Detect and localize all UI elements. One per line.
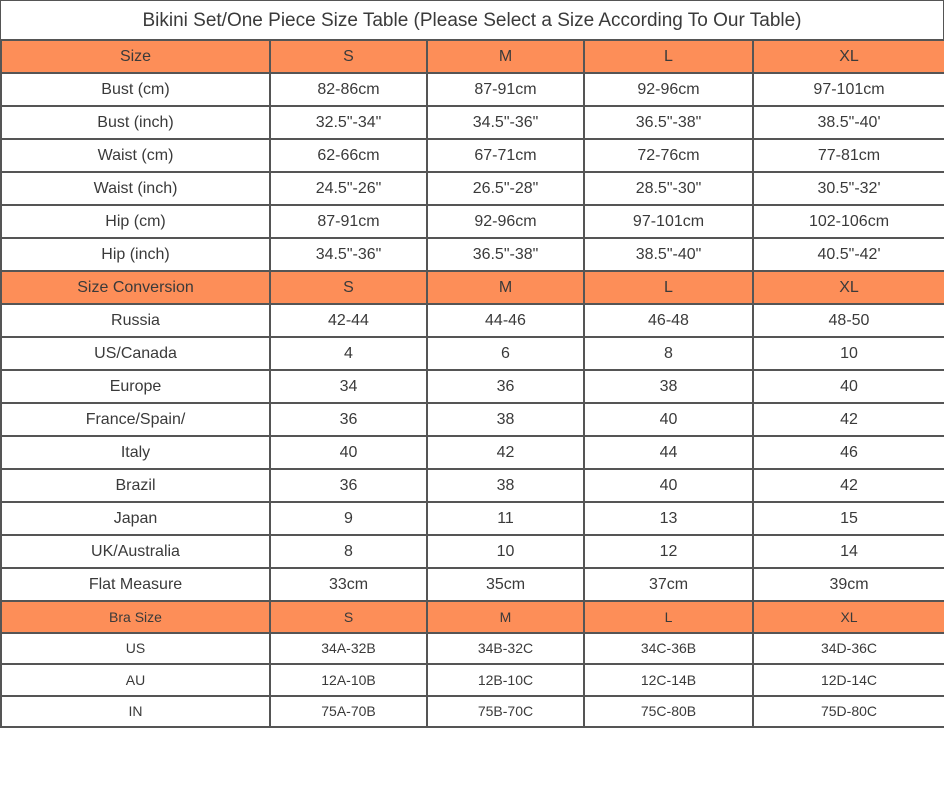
table-cell: 12A-10B: [270, 664, 427, 696]
table-row: [1, 502, 944, 535]
table-cell: 6: [427, 337, 584, 370]
table-cell: 10: [427, 535, 584, 568]
size-header-cell: L: [584, 271, 753, 304]
table-cell: 97-101cm: [753, 73, 944, 106]
table-cell: 42: [753, 469, 944, 502]
row-label: Japan: [1, 502, 270, 535]
table-cell: 38: [427, 469, 584, 502]
row-label: US: [1, 633, 270, 665]
table-row: [1, 370, 944, 403]
table-cell: 15: [753, 502, 944, 535]
table-row: [1, 403, 944, 436]
row-label: Brazil: [1, 469, 270, 502]
table-row: [1, 664, 944, 696]
table-cell: 36: [270, 469, 427, 502]
row-label: US/Canada: [1, 337, 270, 370]
table-cell: 38.5"-40': [753, 106, 944, 139]
row-label: Hip (inch): [1, 238, 270, 271]
table-cell: 8: [584, 337, 753, 370]
section-header-label: Bra Size: [1, 601, 270, 633]
table-row: [1, 106, 944, 139]
table-row: [1, 633, 944, 665]
section-header-row: [1, 601, 944, 633]
table-cell: 38.5"-40": [584, 238, 753, 271]
table-cell: 14: [753, 535, 944, 568]
section-header-label: Size: [1, 40, 270, 73]
size-header-cell: S: [270, 271, 427, 304]
table-cell: 34C-36B: [584, 633, 753, 665]
row-label: Waist (cm): [1, 139, 270, 172]
table-cell: 34B-32C: [427, 633, 584, 665]
table-cell: 67-71cm: [427, 139, 584, 172]
table-cell: 38: [427, 403, 584, 436]
row-label: AU: [1, 664, 270, 696]
table-cell: 42: [753, 403, 944, 436]
table-cell: 92-96cm: [584, 73, 753, 106]
size-header-cell: S: [270, 40, 427, 73]
table-cell: 77-81cm: [753, 139, 944, 172]
table-row: [1, 535, 944, 568]
table-row: [1, 568, 944, 601]
table-cell: 92-96cm: [427, 205, 584, 238]
section-header-row: [1, 40, 944, 73]
table-cell: 32.5"-34": [270, 106, 427, 139]
table-cell: 62-66cm: [270, 139, 427, 172]
table-cell: 44-46: [427, 304, 584, 337]
row-label: Europe: [1, 370, 270, 403]
table-cell: 12: [584, 535, 753, 568]
table-cell: 12D-14C: [753, 664, 944, 696]
table-cell: 75B-70C: [427, 696, 584, 728]
row-label: France/Spain/: [1, 403, 270, 436]
table-cell: 40: [270, 436, 427, 469]
table-cell: 13: [584, 502, 753, 535]
table-cell: 40: [584, 403, 753, 436]
table-cell: 34A-32B: [270, 633, 427, 665]
table-row: [1, 469, 944, 502]
table-row: [1, 139, 944, 172]
table-cell: 4: [270, 337, 427, 370]
size-header-cell: XL: [753, 40, 944, 73]
table-cell: 38: [584, 370, 753, 403]
section-header-label: Size Conversion: [1, 271, 270, 304]
table-cell: 11: [427, 502, 584, 535]
table-cell: 75C-80B: [584, 696, 753, 728]
table-cell: 10: [753, 337, 944, 370]
table-cell: 28.5"-30": [584, 172, 753, 205]
size-header-cell: L: [584, 40, 753, 73]
size-header-cell: L: [584, 601, 753, 633]
size-header-cell: M: [427, 601, 584, 633]
table-cell: 37cm: [584, 568, 753, 601]
row-label: Bust (cm): [1, 73, 270, 106]
size-header-cell: M: [427, 271, 584, 304]
table-cell: 9: [270, 502, 427, 535]
table-cell: 34D-36C: [753, 633, 944, 665]
table-cell: 36: [427, 370, 584, 403]
table-row: [1, 337, 944, 370]
table-cell: 40: [753, 370, 944, 403]
table-cell: 34: [270, 370, 427, 403]
row-label: Bust (inch): [1, 106, 270, 139]
table-cell: 75A-70B: [270, 696, 427, 728]
row-label: Italy: [1, 436, 270, 469]
chart-title: Bikini Set/One Piece Size Table (Please Select a Size According To Our Table): [0, 0, 944, 40]
table-cell: 36: [270, 403, 427, 436]
table-cell: 36.5"-38": [584, 106, 753, 139]
size-header-cell: XL: [753, 601, 944, 633]
size-table: [0, 39, 944, 728]
table-cell: 42: [427, 436, 584, 469]
size-header-cell: M: [427, 40, 584, 73]
table-cell: 39cm: [753, 568, 944, 601]
table-cell: 34.5"-36": [270, 238, 427, 271]
table-cell: 40.5"-42': [753, 238, 944, 271]
table-cell: 82-86cm: [270, 73, 427, 106]
row-label: Hip (cm): [1, 205, 270, 238]
table-cell: 44: [584, 436, 753, 469]
table-cell: 48-50: [753, 304, 944, 337]
size-header-cell: XL: [753, 271, 944, 304]
table-row: [1, 304, 944, 337]
size-header-cell: S: [270, 601, 427, 633]
table-cell: 34.5"-36": [427, 106, 584, 139]
table-cell: 36.5"-38": [427, 238, 584, 271]
table-cell: 42-44: [270, 304, 427, 337]
table-row: [1, 205, 944, 238]
table-cell: 102-106cm: [753, 205, 944, 238]
table-cell: 8: [270, 535, 427, 568]
table-row: [1, 238, 944, 271]
table-cell: 24.5"-26": [270, 172, 427, 205]
table-cell: 46: [753, 436, 944, 469]
row-label: Flat Measure: [1, 568, 270, 601]
table-cell: 72-76cm: [584, 139, 753, 172]
table-cell: 26.5"-28": [427, 172, 584, 205]
table-cell: 30.5"-32': [753, 172, 944, 205]
table-row: [1, 172, 944, 205]
row-label: Waist (inch): [1, 172, 270, 205]
row-label: UK/Australia: [1, 535, 270, 568]
table-cell: 33cm: [270, 568, 427, 601]
table-cell: 87-91cm: [270, 205, 427, 238]
table-row: [1, 73, 944, 106]
table-cell: 46-48: [584, 304, 753, 337]
table-cell: 12B-10C: [427, 664, 584, 696]
row-label: Russia: [1, 304, 270, 337]
table-row: [1, 696, 944, 728]
table-cell: 12C-14B: [584, 664, 753, 696]
table-cell: 40: [584, 469, 753, 502]
table-cell: 35cm: [427, 568, 584, 601]
table-row: [1, 436, 944, 469]
table-cell: 75D-80C: [753, 696, 944, 728]
table-cell: 87-91cm: [427, 73, 584, 106]
row-label: IN: [1, 696, 270, 728]
table-cell: 97-101cm: [584, 205, 753, 238]
section-header-row: [1, 271, 944, 304]
